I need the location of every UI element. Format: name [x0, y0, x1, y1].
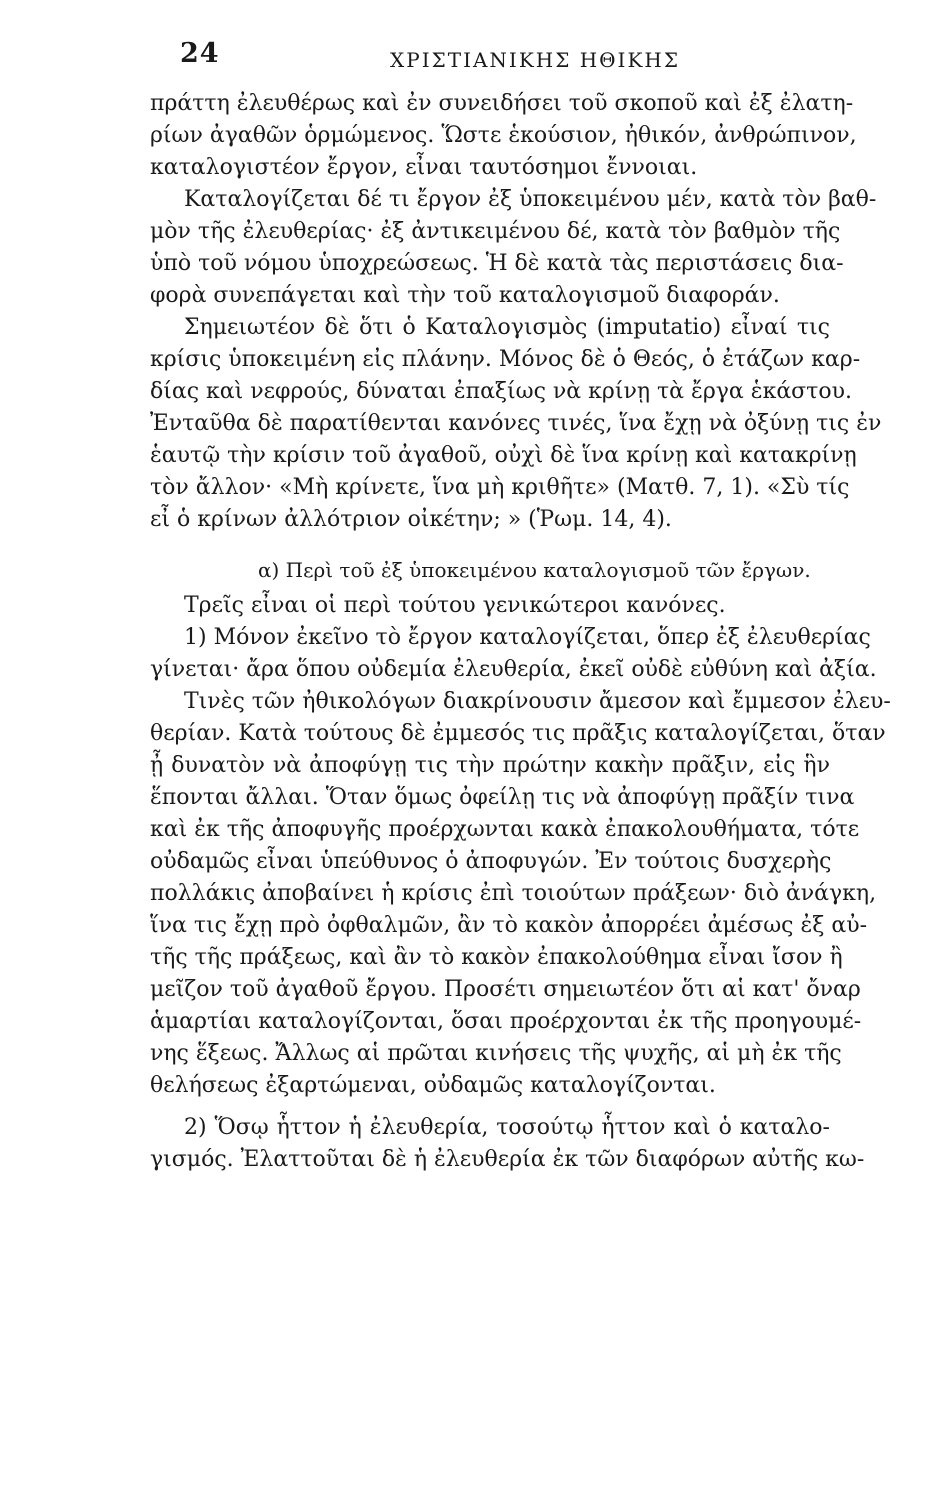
text-line: πράττη ἐλευθέρως καὶ ἐν συνειδήσει τοῦ σκοποῦ καὶ ἐξ ἐλατη- [150, 91, 854, 116]
text-line: τὸν ἄλλον· «Μὴ κρίνετε, ἵνα μὴ κριθῆτε» (Ματθ. 7, 1). «Σὺ τίς [150, 475, 850, 500]
running-title: ΧΡΙΣΤΙΑΝΙΚΗΣ ΗΘΙΚΗΣ [390, 48, 680, 72]
text-line: 2) Ὅσῳ ἧττον ἡ ἐλευθερία, τοσούτῳ ἧττον καὶ ὁ καταλο- [184, 1115, 830, 1140]
page-number: 24 [180, 38, 220, 69]
text-line: μὸν τῆς ἐλευθερίας· ἐξ ἀντικειμένου δέ, κατὰ τὸν βαθμὸν τῆς [150, 219, 841, 244]
text-line: ἁμαρτίαι καταλογίζονται, ὅσαι προέρχονται ἐκ τῆς προηγουμέ- [150, 1009, 862, 1034]
text-line: ᾖ δυνατὸν νὰ ἀποφύγῃ τις τὴν πρώτην κακὴν πρᾶξιν, εἰς ἣν [150, 753, 830, 778]
text-line: γίνεται· ἄρα ὅπου οὐδεμία ἐλευθερία, ἐκεῖ οὐδὲ εὐθύνη καὶ ἀξία. [150, 657, 877, 682]
text-line: Τινὲς τῶν ἠθικολόγων διακρίνουσιν ἄμεσον καὶ ἔμμεσον ἐλευ- [184, 689, 891, 714]
text-line: πολλάκις ἀποβαίνει ἡ κρίσις ἐπὶ τοιούτων πράξεων· διὸ ἀνάγκη, [150, 881, 877, 906]
text-line: ἑαυτῷ τὴν κρίσιν τοῦ ἀγαθοῦ, οὐχὶ δὲ ἵνα κρίνῃ καὶ κατακρίνῃ [150, 443, 857, 468]
text-line: Σημειωτέον δὲ ὅτι ὁ Καταλογισμὸς (imputatio) εἶναί τις [184, 315, 830, 340]
text-line: Καταλογίζεται δέ τι ἔργον ἐξ ὑποκειμένου μέν, κατὰ τὸν βαθ- [184, 187, 877, 212]
paragraph-gap [150, 1102, 830, 1112]
section-heading: α) Περὶ τοῦ ἐξ ὑποκειμένου καταλογισμοῦ τῶν ἔργων. [258, 558, 811, 582]
text-line: ἕπονται ἄλλαι. Ὅταν ὅμως ὀφείλῃ τις νὰ ἀποφύγῃ πρᾶξίν τινα [150, 785, 855, 810]
text-line: νης ἕξεως. Ἄλλως αἱ πρῶται κινήσεις τῆς ψυχῆς, αἱ μὴ ἐκ τῆς [150, 1041, 842, 1066]
text-line: Ἐνταῦθα δὲ παρατίθενται κανόνες τινές, ἵνα ἔχῃ νὰ ὀξύνῃ τις ἐν [150, 411, 882, 436]
text-line: ἵνα τις ἔχῃ πρὸ ὀφθαλμῶν, ἂν τὸ κακὸν ἀπορρέει ἀμέσως ἐξ αὐ- [150, 913, 868, 938]
text-line: οὐδαμῶς εἶναι ὑπεύθυνος ὁ ἀποφυγών. Ἐν τούτοις δυσχερὴς [150, 849, 832, 874]
body-text [150, 88, 891, 1176]
text-line: μεῖζον τοῦ ἀγαθοῦ ἔργου. Προσέτι σημειωτέον ὅτι αἱ κατ' ὄναρ [150, 977, 861, 1002]
text-line: κρίσις ὑποκειμένη εἰς πλάνην. Μόνος δὲ ὁ Θεός, ὁ ἐτάζων καρ- [150, 347, 861, 372]
text-line: εἶ ὁ κρίνων ἀλλότριον οἰκέτην; » (Ῥωμ. 14, 4). [150, 507, 672, 532]
text-line: τῆς τῆς πράξεως, καὶ ἂν τὸ κακὸν ἐπακολούθημα εἶναι ἴσον ἢ [150, 945, 843, 970]
text-line: καταλογιστέον ἔργον, εἶναι ταυτόσημοι ἔννοιαι. [150, 155, 698, 180]
text-line: θελήσεως ἐξαρτώμεναι, οὐδαμῶς καταλογίζονται. [150, 1073, 716, 1098]
page-header [180, 38, 820, 78]
text-line: Τρεῖς εἶναι οἱ περὶ τούτου γενικώτεροι κανόνες. [184, 593, 726, 618]
text-line: θερίαν. Κατὰ τούτους δὲ ἐμμεσός τις πρᾶξις καταλογίζεται, ὅταν [150, 721, 886, 746]
text-line: ρίων ἀγαθῶν ὁρμώμενος. Ὥστε ἑκούσιον, ἠθικόν, ἀνθρώπινον, [150, 123, 857, 148]
text-line: ὑπὸ τοῦ νόμου ὑποχρεώσεως. Ἡ δὲ κατὰ τὰς περιστάσεις δια- [150, 251, 844, 276]
text-line: δίας καὶ νεφρούς, δύναται ἐπαξίως νὰ κρίνῃ τὰ ἔργα ἑκάστου. [150, 379, 852, 404]
text-line: φορὰ συνεπάγεται καὶ τὴν τοῦ καταλογισμοῦ διαφοράν. [150, 283, 780, 308]
text-line: γισμός. Ἐλαττοῦται δὲ ἡ ἐλευθερία ἐκ τῶν διαφόρων αὐτῆς κω- [150, 1147, 865, 1172]
text-line: καὶ ἐκ τῆς ἀποφυγῆς προέρχωνται κακὰ ἐπακολουθήματα, τότε [150, 817, 860, 842]
text-line: 1) Μόνον ἐκεῖνο τὸ ἔργον καταλογίζεται, ὅπερ ἐξ ἐλευθερίας [184, 625, 871, 650]
